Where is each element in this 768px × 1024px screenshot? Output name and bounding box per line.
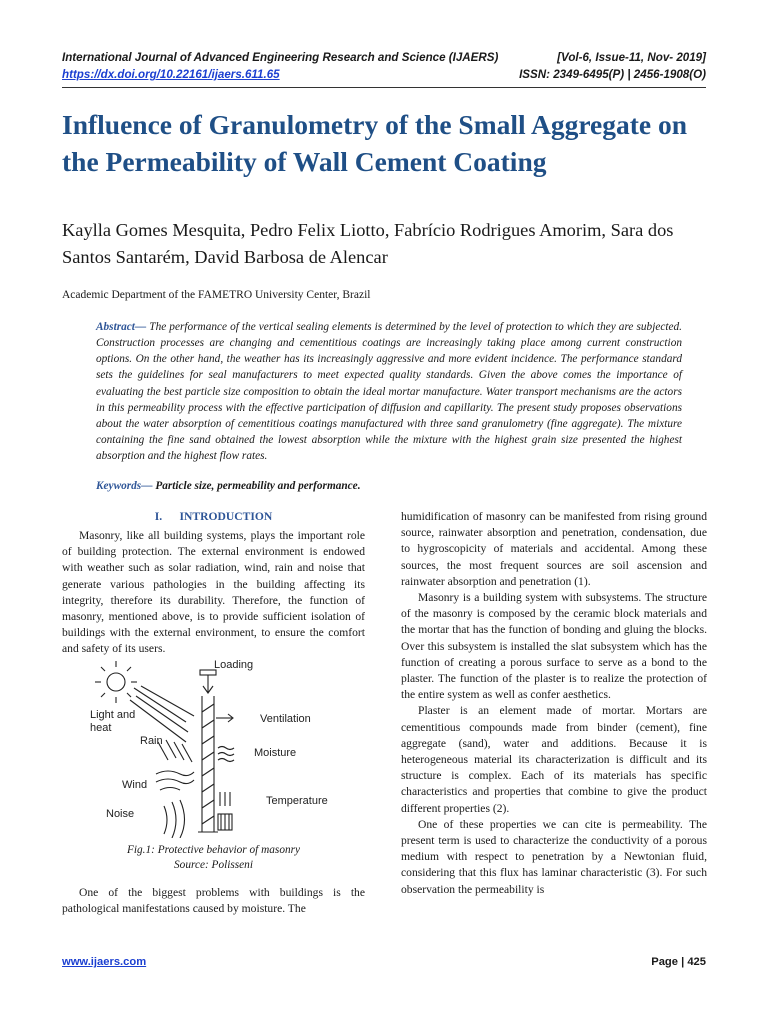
figure-masonry bbox=[86, 656, 346, 838]
intro-para-2: One of the biggest problems with buildings is the pathological manifestations caused by moisture. The bbox=[62, 886, 365, 916]
abstract bbox=[96, 319, 682, 464]
wall-icon bbox=[198, 696, 218, 832]
col2-para-2: Masonry is a building system with subsystems. The structure of the masonry is composed by the ceramic block materials and the mortar that has the function of bonding and gluing the blocks. Over this subsystem is installed the slat subsystem which has the function of creating a porous surface to serve as a bond to the plaster. The function of the plaster is to realize the protection of the entire system as well as confer aesthetics. bbox=[401, 591, 707, 702]
figure-caption bbox=[62, 843, 365, 873]
issue-info: [Vol-6, Issue-11, Nov- 2019] bbox=[557, 51, 706, 64]
abstract-label: Abstract— bbox=[96, 321, 147, 333]
label-loading: Loading bbox=[214, 659, 254, 671]
loading-arrow-icon bbox=[200, 670, 216, 693]
header-rule bbox=[62, 87, 706, 88]
page-number: Page | 425 bbox=[651, 956, 706, 968]
label-light: Light and bbox=[90, 709, 136, 721]
label-noise: Noise bbox=[106, 808, 135, 820]
label-temperature: Temperature bbox=[266, 795, 328, 807]
figure-caption-source: Source: Polisseni bbox=[174, 859, 253, 871]
affiliation: Academic Department of the FAMETRO University Center, Brazil bbox=[62, 289, 371, 301]
intro-para-1: Masonry, like all building systems, plays the important role of building protection. The external environment is endowed with weather such as solar radiation, wind, rain and noise that generate various pathologies in the building affecting its integrity, therefore its durability. Therefore, the function of masonry, mentioned above, is to provide sufficient isolation of buildings with the external environment, to ensure the comfort and safety of its users. bbox=[62, 529, 365, 656]
paper-title: Influence of Granulometry of the Small Aggregate on the Permeability of Wall Cement Coating bbox=[62, 109, 688, 177]
author-list: Kaylla Gomes Mesquita, Pedro Felix Liotto, Fabrício Rodrigues Amorim, Sara dos Santos Santarém, David Barbosa de Alencar bbox=[62, 220, 674, 267]
wind-icon bbox=[156, 771, 194, 790]
journal-name: International Journal of Advanced Engineering Research and Science (IJAERS) bbox=[62, 51, 499, 64]
label-heat: heat bbox=[90, 722, 112, 734]
col2-para-1: humidification of masonry can be manifested from rising ground source, rainwater absorption and penetration, condensation, due to hygroscopicity of materials and accidental. Among these sources, the most frequent sources are soil ascension and rainwater absorption and penetration (1). bbox=[401, 510, 707, 588]
sun-icon bbox=[95, 661, 137, 703]
rain-icon bbox=[158, 740, 192, 762]
noise-icon bbox=[164, 800, 185, 838]
column-two bbox=[401, 509, 707, 898]
intro-paragraph-2 bbox=[62, 885, 365, 917]
col2-para-3: Plaster is an element made of mortar. Mortars are cementitious compounds made from binder (cement), fine aggregate (sand), water and additions. Because it is heterogeneous material its characterization is difficult and its structure is complex. Each of its materials has specific characteristics and properties that combine to give the product different properties (2). bbox=[401, 704, 707, 815]
keywords-text: Particle size, permeability and performance. bbox=[152, 480, 361, 492]
label-rain: Rain bbox=[140, 735, 163, 747]
label-moisture: Moisture bbox=[254, 747, 297, 759]
masonry-diagram bbox=[86, 656, 346, 838]
doi-link[interactable]: https://dx.doi.org/10.22161/ijaers.611.65 bbox=[62, 68, 280, 81]
label-wind: Wind bbox=[122, 779, 148, 791]
intro-paragraph bbox=[62, 528, 365, 658]
site-link[interactable]: www.ijaers.com bbox=[62, 956, 147, 968]
section-heading: I. INTRODUCTION bbox=[154, 510, 273, 523]
issn-info: ISSN: 2349-6495(P) | 2456-1908(O) bbox=[519, 68, 706, 81]
moisture-icon bbox=[218, 747, 234, 762]
keywords-label: Keywords— bbox=[96, 480, 153, 492]
temperature-icon bbox=[218, 792, 232, 830]
ventilation-icon bbox=[216, 714, 233, 722]
label-ventilation: Ventilation bbox=[260, 713, 311, 725]
abstract-text: The performance of the vertical sealing elements is determined by the level of protection to which they are subjected. Construction processes are changing and cementitious coatings are increasingly taking place among current construction options. On the other hand, the weather has its increasingly aggressive and more evident incidence. The performance standard sets the guidelines for seal manufacturers to meet expected quality standards. Given the above comes the importance of evaluating the best particle size composition to obtain the ideal mortar manufacture. Water transport mechanisms are the actors in this permeability process with the effective participation of diffusion and capillarity. The present study proposes observations about the water absorption of cementitious coatings manufactured with three sand granulometry (fine aggregate). The mixture containing the fine sand obtained the lowest absorption while the mixture with the highest grain size presented the highest absorption and the highest flow rates. bbox=[96, 321, 682, 463]
col2-para-4: One of these properties we can cite is permeability. The present term is used to characterize the conductivity of a porous medium with respect to penetration by a Newtonian fluid, considering that this flux has laminar characteristic (3). For such observation the permeability is bbox=[401, 817, 707, 896]
figure-caption-title: Fig.1: Protective behavior of masonry bbox=[126, 844, 301, 856]
keywords bbox=[96, 478, 682, 494]
